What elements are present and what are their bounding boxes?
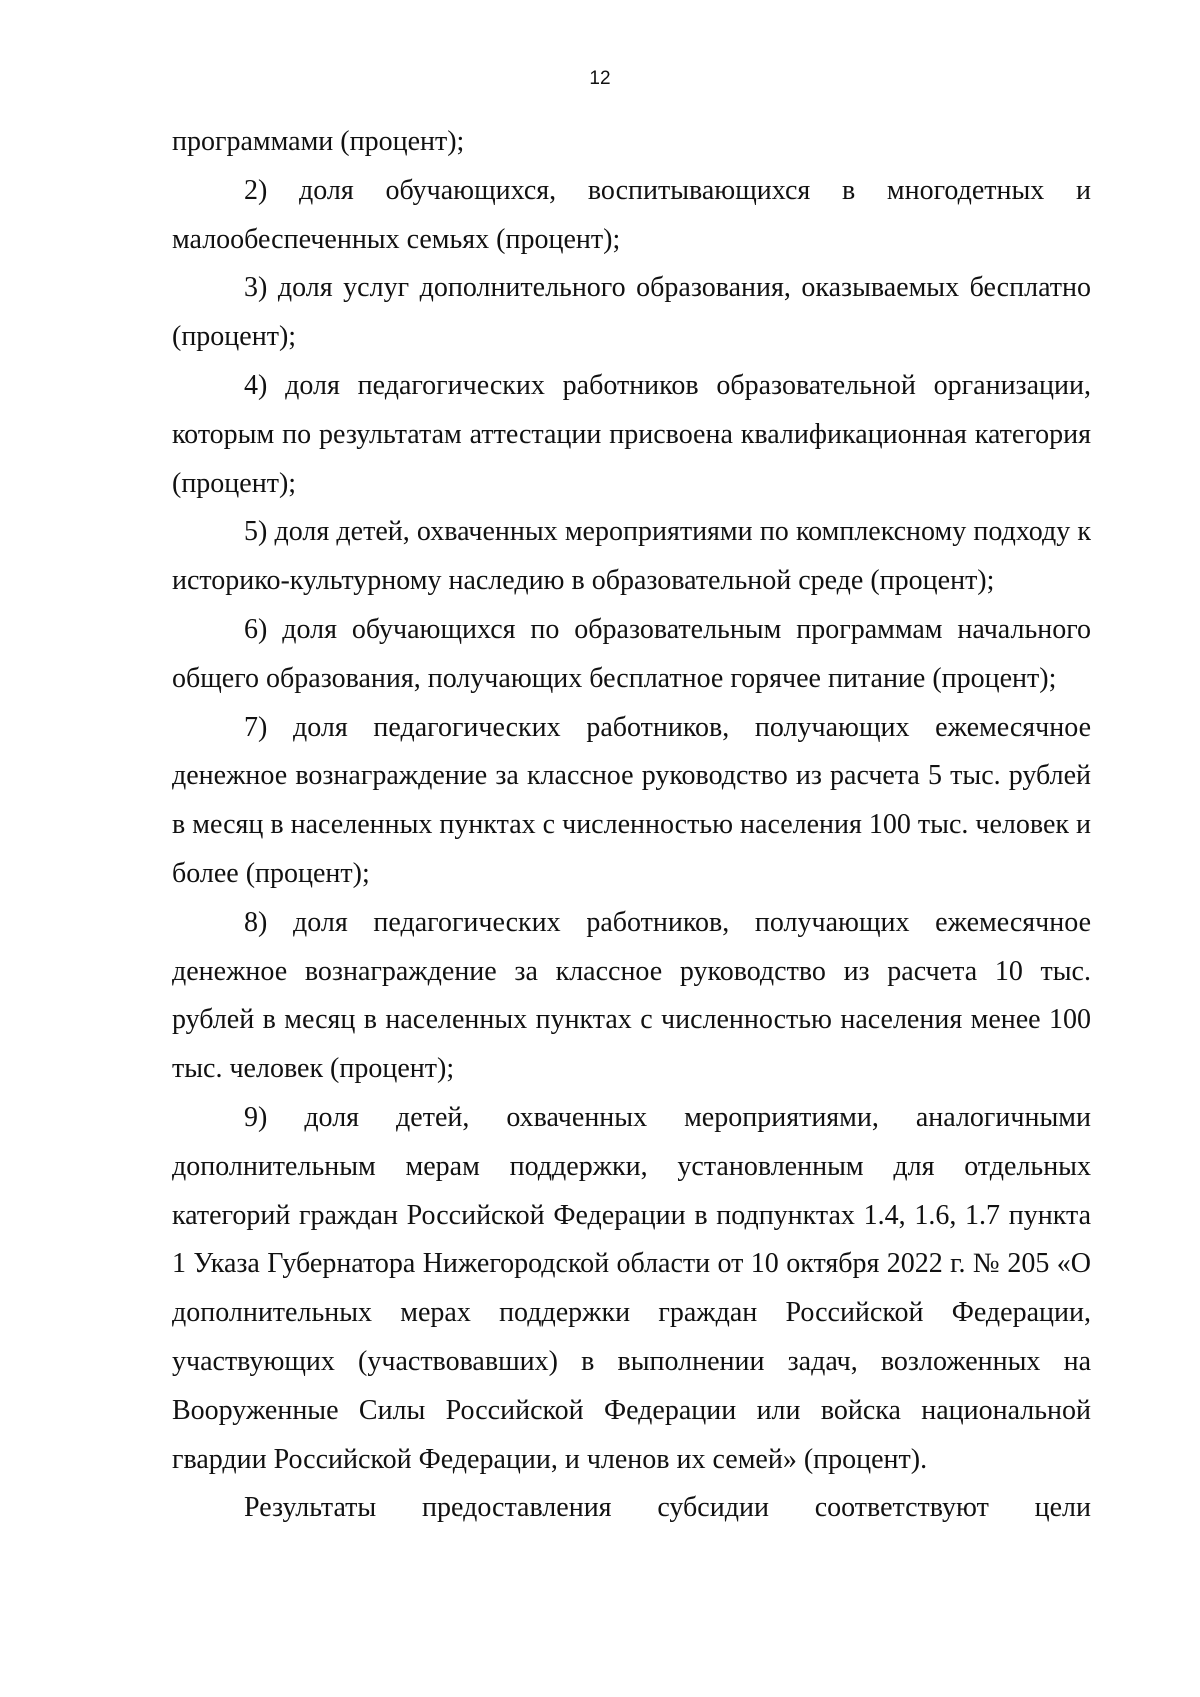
paragraph-item-4: 4) доля педагогических работников образовательной организации, которым по результатам аттестации присвоена квалификационная категория (процент); bbox=[172, 369, 1091, 499]
paragraph-item-2: 2) доля обучающихся, воспитывающихся в многодетных и малообеспеченных семьях (процент); bbox=[172, 174, 1091, 255]
paragraph-item-9: 9) доля детей, охваченных мероприятиями, аналогичными дополнительным мерам поддержки, установленным для отдельных категорий граждан Российской Федерации в подпунктах 1.4, 1.6, 1.7 пункта 1 Указа Губернатора Нижегородской области от 10 октября 2022 г. № 205 «О дополнительных мерах поддержки граждан Российской Федерации, участвующих (участвовавших) в выполнении задач, возложенных на Вооруженные Силы Российской Федерации или войска национальной гвардии Российской Федерации, и членов их семей» (процент). bbox=[172, 1101, 1091, 1475]
page-number: 12 bbox=[589, 68, 611, 89]
paragraph-results: Результаты предоставления субсидии соответствуют цели bbox=[244, 1492, 1091, 1524]
paragraph-item-7: 7) доля педагогических работников, получающих ежемесячное денежное вознаграждение за классное руководство из расчета 5 тыс. рублей в месяц в населенных пунктах с численностью населения 100 тыс. человек и более (процент); bbox=[172, 711, 1091, 889]
paragraph-item-6: 6) доля обучающихся по образовательным программам начального общего образования, получающих бесплатное горячее питание (процент); bbox=[172, 613, 1091, 694]
document-body bbox=[172, 118, 1091, 1533]
paragraph-item-8: 8) доля педагогических работников, получающих ежемесячное денежное вознаграждение за классное руководство из расчета 10 тыс. рублей в месяц в населенных пунктах с численностью населения менее 100 тыс. человек (процент); bbox=[172, 906, 1091, 1085]
paragraph-continuation: программами (процент); bbox=[172, 126, 465, 157]
paragraph-item-5: 5) доля детей, охваченных мероприятиями по комплексному подходу к историко-культурному наследию в образовательной среде (процент); bbox=[172, 516, 1091, 597]
paragraph-item-3: 3) доля услуг дополнительного образования, оказываемых бесплатно (процент); bbox=[172, 272, 1091, 353]
